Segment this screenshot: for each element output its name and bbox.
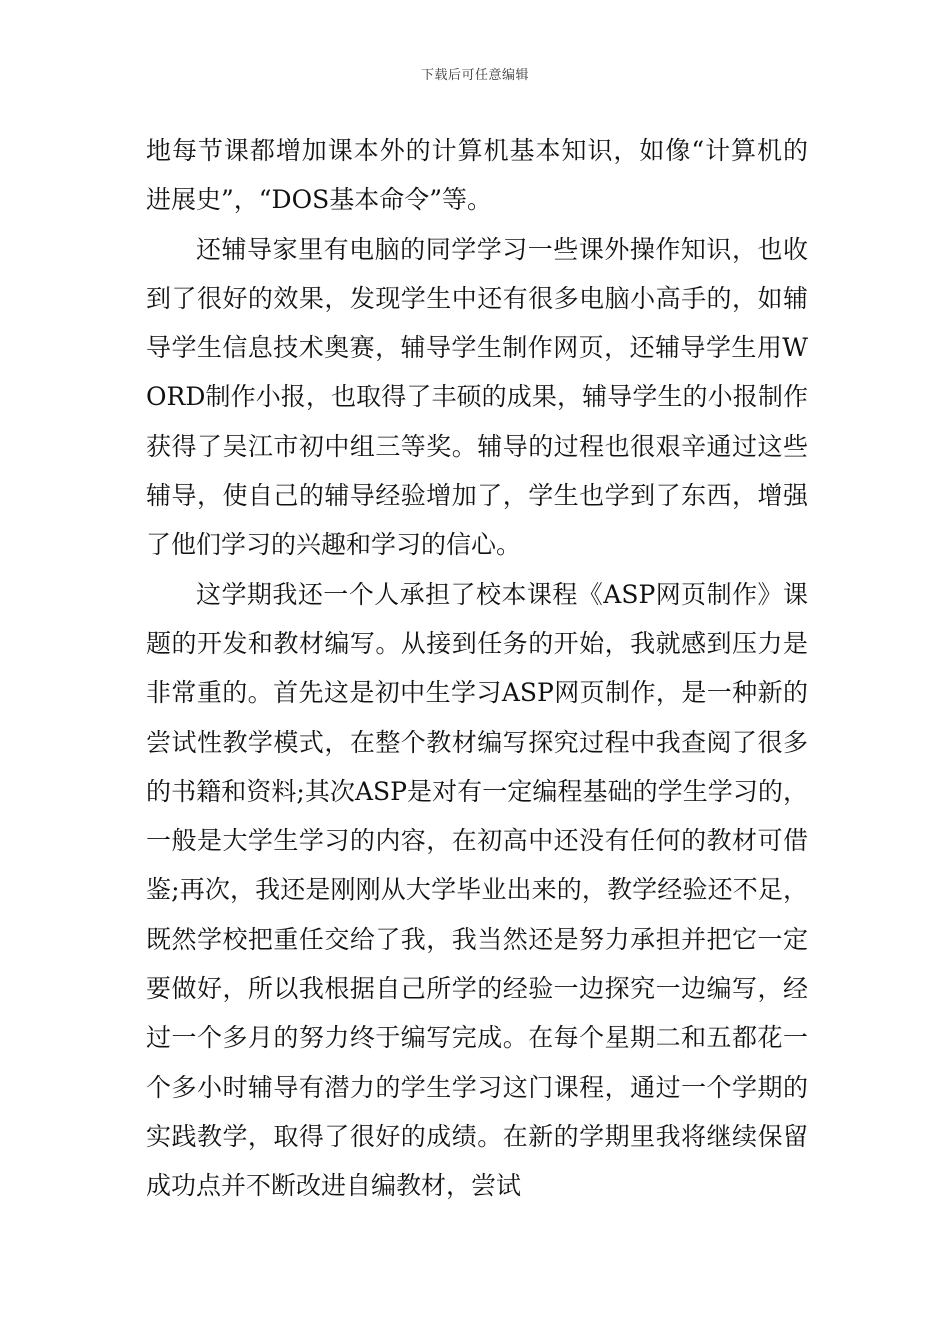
- document-body: [146, 126, 808, 1211]
- paragraph-1: 地每节课都增加课本外的计算机基本知识，如像“计算机的进展史”，“DOS基本命令”等。: [146, 136, 808, 215]
- paragraph-2: 还辅导家里有电脑的同学学习一些课外操作知识，也收到了很好的效果，发现学生中还有很多电脑小高手的，如辅导学生信息技术奥赛，辅导学生制作网页，还辅导学生用WORD制作小报，也取得了丰硕的成果，辅导学生的小报制作获得了吴江市初中组三等奖。辅导的过程也很艰辛通过这些辅导，使自己的辅导经验增加了，学生也学到了东西，增强了他们学习的兴趣和学习的信心。: [146, 234, 808, 560]
- paragraph-3: 这学期我还一个人承担了校本课程《ASP网页制作》课题的开发和教材编写。从接到任务的开始，我就感到压力是非常重的。首先这是初中生学习ASP网页制作，是一种新的尝试性教学模式，在整个教材编写探究过程中我查阅了很多的书籍和资料;其次ASP是对有一定编程基础的学生学习的，一般是大学生学习的内容，在初高中还没有任何的教材可借鉴;再次，我还是刚刚从大学毕业出来的，教学经验还不足，既然学校把重任交给了我，我当然还是努力承担并把它一定要做好，所以我根据自己所学的经验一边探究一边编写，经过一个多月的努力终于编写完成。在每个星期二和五都花一个多小时辅导有潜力的学生学习这门课程，通过一个学期的实践教学，取得了很好的成绩。在新的学期里我将继续保留成功点并不断改进自编教材，尝试: [146, 579, 808, 1201]
- page-header: 下载后可任意编辑: [420, 68, 529, 83]
